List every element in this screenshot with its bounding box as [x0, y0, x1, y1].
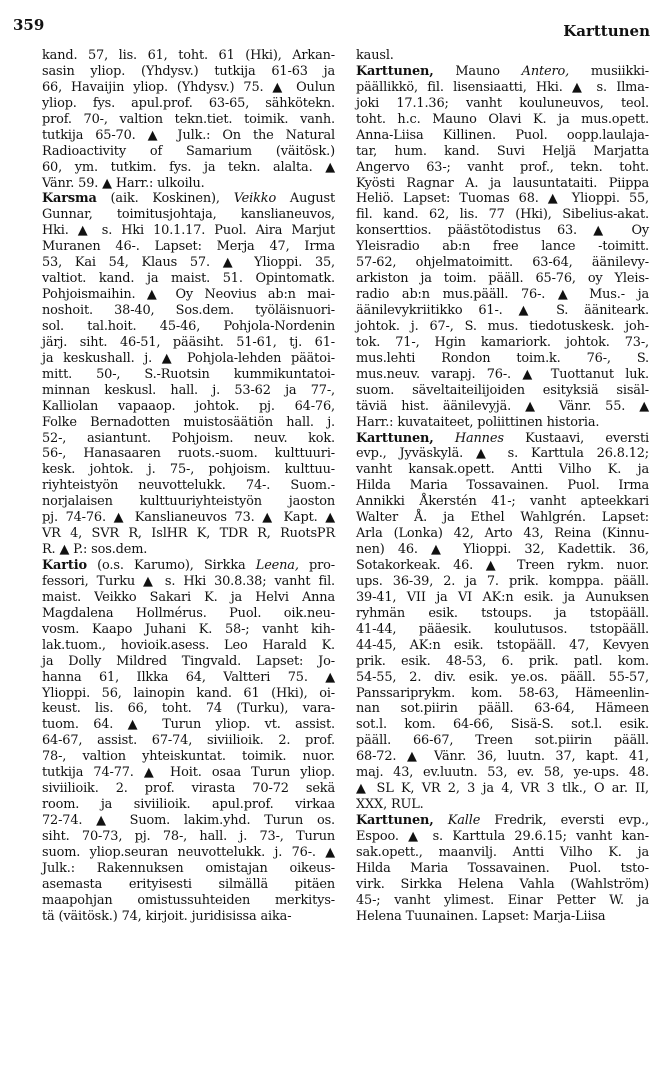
right-column-line: täviä hist. äänilevyjä. ▲ Vänr. 55. ▲ [356, 398, 649, 414]
right-column-line: Karttunen, Mauno Antero, musiikki- [356, 63, 649, 79]
left-column-line: kand. 57, lis. 61, toht. 61 (Hki), Arkan- [42, 48, 335, 63]
left-column-line: Pohjoismaihin. ▲ Oy Neovius ab:n mai- [42, 287, 335, 303]
left-column-line: 78-, valtion yhteiskuntat. toimik. nuor. [42, 749, 335, 765]
right-column-line: 45-; vanht ylimest. Einar Petter W. ja [356, 892, 649, 908]
left-column-line: ja Dolly Mildred Tingvald. Lapset: Jo- [42, 653, 335, 669]
right-column-line: toht. h.c. Mauno Olavi K. ja mus.opett. [356, 111, 649, 127]
right-column-line: suom. säveltaiteilijoiden esityksiä sisäl- [356, 382, 649, 398]
left-column-line: hanna 61, Ilkka 64, Valtteri 75. ▲ [42, 669, 335, 685]
left-column [42, 48, 335, 925]
right-column-line: Angervo 63-; vanht prof., tekn. toht. [356, 159, 649, 175]
left-column-line: Vänr. 59. ▲ Harr.: ulkoilu. [42, 175, 205, 191]
right-column-line: vanht kansak.opett. Antti Vilho K. ja [356, 462, 649, 478]
left-column-line: tuom. 64. ▲ Turun yliop. vt. assist. [42, 717, 335, 733]
left-column-line: noshoit. 38-40, Sos.dem. työläisnuori- [42, 303, 335, 318]
left-column-line: room. ja siviilioik. apul.prof. virkaa [42, 797, 335, 813]
right-column-line: ups. 36-39, 2. ja 7. prik. komppa. pääll. [356, 573, 649, 589]
left-column-line: Radioactivity of Samarium (väitösk.) [42, 143, 335, 159]
right-column-line: virk. Sirkka Helena Vahla (Wahlström) [356, 876, 649, 892]
left-column-line: prof. 70-, valtion tekn.tiet. toimik. vanh. [42, 111, 335, 127]
right-column-line: Karttunen, Kalle Fredrik, eversti evp., [356, 813, 649, 828]
left-column-line: Julk.: Rakennuksen omistajan oikeus- [42, 860, 335, 876]
right-column-line: Annikki Åkerstén 41-; vanht apteekkari [356, 494, 649, 510]
right-column-line: radio ab:n mus.pääll. 76-. ▲ Mus.- ja [356, 287, 649, 303]
running-head: Karttunen [563, 22, 650, 40]
right-column-line: mus.lehti Rondon toim.k. 76-, S. [356, 350, 649, 366]
left-column-line: VR 4, SVR R, IslHR K, TDR R, RuotsPR [42, 526, 335, 542]
left-column-line: vosm. Kaapo Juhani K. 58-; vanht kih- [42, 621, 335, 637]
right-column-line: Espoo. ▲ s. Karttula 29.6.15; vanht kan- [356, 828, 649, 844]
right-column-line: sot.l. kom. 64-66, Sisä-S. sot.l. esik. [356, 717, 649, 733]
left-column-line: pj. 74-76. ▲ Kanslianeuvos 73. ▲ Kapt. ▲ [42, 510, 335, 526]
left-column-line: fessori, Turku ▲ s. Hki 30.8.38; vanht fil. [42, 573, 335, 589]
right-column-line: Arla (Lonka) 42, Arto 43, Reina (Kinnu- [356, 526, 649, 542]
left-column-line: 66, Havaijin yliop. (Yhdysv.) 75. ▲ Oulun [42, 79, 335, 95]
right-column [356, 48, 649, 925]
right-column-line: sak.opett., maanvilj. Antti Vilho K. ja [356, 844, 649, 860]
right-column-line: Yleisradio ab:n free lance -toimitt. [356, 239, 649, 255]
right-column-line: Heliö. Lapset: Tuomas 68. ▲ Ylioppi. 55, [356, 191, 649, 207]
right-column-line: Hilda Maria Tossavainen. Puol. Irma [356, 478, 649, 494]
right-column-line: joki 17.1.36; vanht kouluneuvos, teol. [356, 95, 649, 111]
right-column-line: konserttios. päästötodistus 63. ▲ Oy [356, 223, 649, 239]
left-column-line: Hki. ▲ s. Hki 10.1.17. Puol. Aira Marjut [42, 223, 335, 239]
right-column-line: 54-55, 2. div. esik. ye.os. pääll. 55-57, [356, 669, 649, 685]
right-column-line: nen) 46. ▲ Ylioppi. 32, Kadettik. 36, [356, 542, 649, 558]
right-column-line: evp., Jyväskylä. ▲ s. Karttula 26.8.12; [356, 446, 649, 462]
right-column-line: Anna-Liisa Killinen. Puol. oopp.laulaja- [356, 127, 649, 143]
right-column-line: Walter Å. ja Ethel Wahlgrén. Lapset: [356, 510, 649, 526]
left-column-line: 60, ym. tutkim. fys. ja tekn. alalta. ▲ [42, 159, 335, 175]
left-column-line: tutkija 74-77. ▲ Hoit. osaa Turun yliop. [42, 765, 335, 781]
left-column-line: 56-, Hanasaaren ruots.-suom. kulttuuri- [42, 446, 335, 462]
left-column-line: mitt. 50-, S.-Ruotsin kummikuntatoi- [42, 366, 335, 382]
right-column-line: 39-41, VII ja VI AK:n esik. ja Aunuksen [356, 589, 649, 605]
right-column-line: Karttunen, Hannes Kustaavi, eversti [356, 430, 649, 446]
left-column-line: Gunnar, toimitusjohtaja, kanslianeuvos, [42, 207, 335, 223]
left-column-line: sasin yliop. (Yhdysv.) tutkija 61-63 ja [42, 63, 335, 79]
left-column-line: sol. tal.hoit. 45-46, Pohjola-Nordenin [42, 318, 335, 334]
left-column-line: Folke Bernadotten muistosäätiön hall. j. [42, 414, 335, 430]
left-column-line: Ylioppi. 56, lainopin kand. 61 (Hki), oi- [42, 685, 335, 701]
left-column-line: 64-67, assist. 67-74, siviilioik. 2. prof. [42, 733, 335, 749]
right-column-line: kausl. [356, 48, 394, 63]
left-column-line: riyhteistyön neuvottelukk. 74-. Suom.- [42, 478, 335, 494]
right-column-line: arkiston ja toim. pääll. 65-76, oy Yleis- [356, 271, 649, 287]
right-column-line: XXX, RUL. [356, 797, 424, 813]
right-column-line: nan sot.piirin pääll. 63-64, Hämeen [356, 701, 649, 717]
right-column-line: Helena Tuunainen. Lapset: Marja-Liisa [356, 908, 606, 924]
left-column-line: Muranen 46-. Lapset: Merja 47, Irma [42, 239, 335, 255]
left-column-line: tä (väitösk.) 74, kirjoit. juridisissa aika- [42, 908, 292, 924]
right-column-line: johtok. j. 67-, S. mus. tiedotuskesk. joh- [356, 318, 649, 334]
left-column-line: kesk. johtok. j. 75-, pohjoism. kulttuu- [42, 462, 335, 478]
left-column-line: 52-, asiantunt. Pohjoism. neuv. kok. [42, 430, 335, 446]
right-column-line: fil. kand. 62, lis. 77 (Hki), Sibelius-akat. [356, 207, 649, 223]
right-column-line: mus.neuv. varapj. 76-. ▲ Tuottanut luk. [356, 366, 649, 382]
left-column-line: Karsma (aik. Koskinen), Veikko August [42, 191, 335, 207]
left-column-line: maist. Veikko Sakari K. ja Helvi Anna [42, 589, 335, 605]
right-column-line: maj. 43, ev.luutn. 53, ev. 58, ye-ups. 48. [356, 765, 649, 781]
left-column-line: valtiot. kand. ja maist. 51. Opintomatk. [42, 271, 335, 287]
left-column-line: minnan keskusl. hall. j. 53-62 ja 77-, [42, 382, 335, 398]
right-column-line: päällikkö, fil. lisensiaatti, Hki. ▲ s. Ilma- [356, 79, 649, 95]
left-column-line: R. ▲ P.: sos.dem. [42, 542, 148, 558]
left-column-line: Kalliolan vapaaop. johtok. pj. 64-76, [42, 398, 335, 414]
left-column-line: ja keskushall. j. ▲ Pohjola-lehden päätoi- [42, 350, 335, 366]
left-column-line: Magdalena Hollmérus. Puol. oik.neu- [42, 605, 335, 621]
right-column-line: ▲ SL K, VR 2, 3 ja 4, VR 3 tlk., O ar. II, [356, 781, 649, 797]
left-column-line: lak.tuom., hovioik.asess. Leo Harald K. [42, 637, 335, 653]
right-column-line: Kyösti Ragnar A. ja lausuntataiti. Piippa [356, 175, 649, 191]
right-column-line: 57-62, ohjelmatoimitt. 63-64, äänilevy- [356, 255, 649, 271]
left-column-line: suom. yliop.seuran neuvottelukk. j. 76-. ▲ [42, 844, 335, 860]
left-column-line: Kartio (o.s. Karumo), Sirkka Leena, pro- [42, 558, 335, 573]
left-column-line: siht. 70-73, pj. 78-, hall. j. 73-, Turun [42, 828, 335, 844]
right-column-line: Sotakorkeak. 46. ▲ Treen rykm. nuor. [356, 558, 649, 573]
right-column-line: Panssariprykm. kom. 58-63, Hämeenlin- [356, 685, 649, 701]
left-column-line: 72-74. ▲ Suom. lakim.yhd. Turun os. [42, 813, 335, 828]
right-column-line: prik. esik. 48-53, 6. prik. patl. kom. [356, 653, 649, 669]
left-column-line: 53, Kai 54, Klaus 57. ▲ Ylioppi. 35, [42, 255, 335, 271]
right-column-line: 68-72. ▲ Vänr. 36, luutn. 37, kapt. 41, [356, 749, 649, 765]
right-column-line: 44-45, AK:n esik. tstopääll. 47, Kevyen [356, 637, 649, 653]
left-column-line: siviilioik. 2. prof. virasta 70-72 sekä [42, 781, 335, 797]
left-column-line: asemasta erityisesti silmällä pitäen [42, 876, 335, 892]
left-column-line: norjalaisen kulttuuriyhteistyön jaoston [42, 494, 335, 510]
left-column-line: keust. lis. 66, toht. 74 (Turku), vara- [42, 701, 335, 717]
right-column-line: 41-44, pääesik. koulutusos. tstopääll. [356, 621, 649, 637]
right-column-line: Harr.: kuvataiteet, poliittinen historia. [356, 414, 600, 430]
left-column-line: yliop. fys. apul.prof. 63-65, sähkötekn. [42, 95, 335, 111]
right-column-line: ryhmän esik. tstoups. ja tstopääll. [356, 605, 649, 621]
page-number: 359 [13, 16, 45, 34]
right-column-line: Hilda Maria Tossavainen. Puol. tsto- [356, 860, 649, 876]
left-column-line: järj. siht. 46-51, pääsiht. 51-61, tj. 61- [42, 334, 335, 350]
right-column-line: äänilevykriitikko 61-. ▲ S. ääniteark. [356, 303, 649, 318]
left-column-line: maapohjan omistussuhteiden merkitys- [42, 892, 335, 908]
right-column-line: pääll. 66-67, Treen sot.piirin pääll. [356, 733, 649, 749]
right-column-line: tar, hum. kand. Suvi Heljä Marjatta [356, 143, 649, 159]
right-column-line: tok. 71-, Hgin kamariork. johtok. 73-, [356, 334, 649, 350]
left-column-line: tutkija 65-70. ▲ Julk.: On the Natural [42, 127, 335, 143]
